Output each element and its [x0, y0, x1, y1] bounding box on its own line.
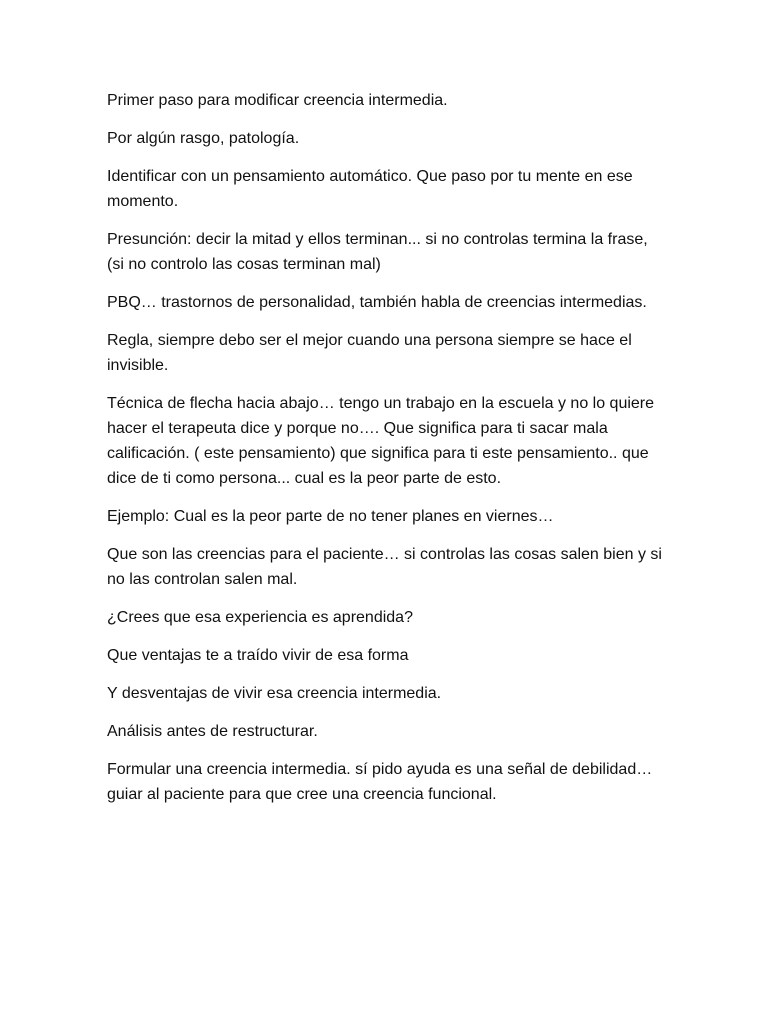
document-body	[107, 88, 667, 820]
paragraph: Formular una creencia intermedia. sí pido ayuda es una señal de debilidad… guiar al paciente para que cree una creencia funcional.	[107, 761, 653, 803]
paragraph: Identificar con un pensamiento automático. Que paso por tu mente en ese momento.	[107, 168, 633, 210]
paragraph: Técnica de flecha hacia abajo… tengo un trabajo en la escuela y no lo quiere hacer el terapeuta dice y porque no…. Que significa para ti sacar mala calificación. ( este pensamiento) que significa para ti este pensamiento.. que dice de ti como persona... cual es la peor parte de esto.	[107, 395, 655, 487]
paragraph: Ejemplo: Cual es la peor parte de no tener planes en viernes…	[107, 508, 554, 525]
paragraph: Primer paso para modificar creencia intermedia.	[107, 92, 448, 109]
paragraph: Análisis antes de restructurar.	[107, 723, 318, 740]
paragraph: Por algún rasgo, patología.	[107, 130, 300, 147]
paragraph: Que son las creencias para el paciente… si controlas las cosas salen bien y si no las controlan salen mal.	[107, 546, 662, 588]
paragraph: Presunción: decir la mitad y ellos terminan... si no controlas termina la frase, (si no controlo las cosas terminan mal)	[107, 231, 648, 273]
paragraph: ¿Crees que esa experiencia es aprendida?	[107, 609, 413, 626]
paragraph: Regla, siempre debo ser el mejor cuando una persona siempre se hace el invisible.	[107, 332, 632, 374]
paragraph: Que ventajas te a traído vivir de esa forma	[107, 647, 409, 664]
paragraph: PBQ… trastornos de personalidad, también habla de creencias intermedias.	[107, 294, 647, 311]
paragraph: Y desventajas de vivir esa creencia intermedia.	[107, 685, 442, 702]
